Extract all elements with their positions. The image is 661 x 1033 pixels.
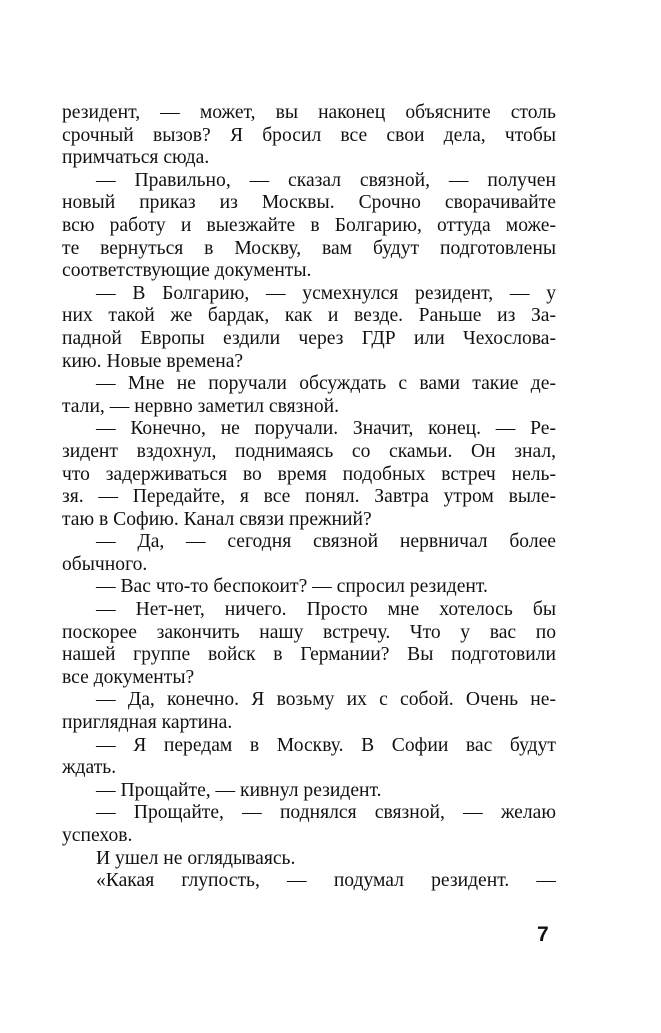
text-line: примчаться сюда. bbox=[62, 147, 210, 169]
text-line: них такой же бардак, как и везде. Раньше из За- bbox=[62, 305, 556, 327]
text-line: поскорее закончить нашу встречу. Что у вас по bbox=[62, 621, 556, 643]
text-line: — Вас что-то беспокоит? — спросил резидент. bbox=[96, 576, 488, 598]
text-line: падной Европы ездили через ГДР или Чехослова- bbox=[62, 327, 556, 349]
text-line: И ушел не оглядываясь. bbox=[96, 847, 296, 869]
text-line: — В Болгарию, — усмехнулся резидент, — у bbox=[96, 282, 556, 304]
text-line: — Нет-нет, ничего. Просто мне хотелось бы bbox=[96, 599, 556, 621]
page-text bbox=[62, 102, 556, 893]
page-number: 7 bbox=[537, 923, 549, 946]
text-line: — Да, — сегодня связной нервничал более bbox=[96, 531, 556, 553]
text-line: — Мне не поручали обсуждать с вами такие де- bbox=[96, 373, 556, 395]
text-line: кию. Новые времена? bbox=[62, 350, 244, 372]
text-line: обычного. bbox=[62, 553, 148, 575]
text-line: — Да, конечно. Я возьму их с собой. Очень не- bbox=[96, 689, 556, 711]
text-line: приглядная картина. bbox=[62, 712, 233, 734]
text-line: все документы? bbox=[62, 666, 195, 688]
text-line: срочный вызов? Я бросил все свои дела, чтобы bbox=[62, 124, 556, 146]
text-line: таю в Софию. Канал связи прежний? bbox=[62, 508, 372, 530]
text-line: — Я передам в Москву. В Софии вас будут bbox=[96, 734, 556, 756]
text-line: зидент вздохнул, поднимаясь со скамьи. Он знал, bbox=[62, 440, 556, 462]
text-line: — Правильно, — сказал связной, — получен bbox=[96, 169, 556, 191]
text-line: тали, — нервно заметил связной. bbox=[62, 395, 340, 417]
text-line: резидент, — может, вы наконец объясните столь bbox=[62, 102, 556, 123]
text-line: — Прощайте, — кивнул резидент. bbox=[96, 779, 382, 801]
text-line: новый приказ из Москвы. Срочно сворачивайте bbox=[62, 192, 556, 214]
text-line: те вернуться в Москву, вам будут подготовлены bbox=[62, 237, 556, 259]
text-line: всю работу и выезжайте в Болгарию, оттуда може- bbox=[62, 214, 556, 236]
text-line: — Прощайте, — поднялся связной, — желаю bbox=[96, 802, 556, 824]
text-line: — Конечно, не поручали. Значит, конец. — Ре- bbox=[96, 418, 556, 440]
text-line: успехов. bbox=[62, 825, 133, 846]
text-line: что задерживаться во время подобных встреч нель- bbox=[62, 463, 556, 485]
text-line: соответствующие документы. bbox=[62, 260, 312, 282]
text-line: нашей группе войск в Германии? Вы подготовили bbox=[62, 644, 556, 666]
text-line: зя. — Передайте, я все понял. Завтра утром выле- bbox=[62, 486, 556, 508]
text-line: ждать. bbox=[62, 757, 117, 779]
text-line: «Какая глупость, — подумал резидент. — bbox=[96, 870, 556, 892]
